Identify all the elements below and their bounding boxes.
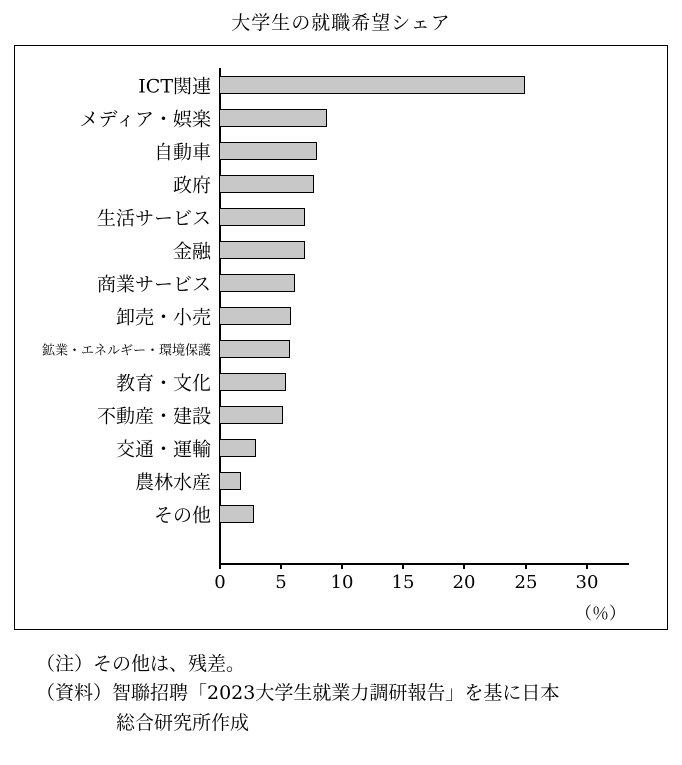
x-tick <box>586 563 588 569</box>
bar-row <box>96 398 629 431</box>
x-tick <box>463 563 465 569</box>
bar-automobile <box>219 142 317 160</box>
source-text-line1: （資料）智聯招聘「2023大学生就業力調研報告」を基に日本 <box>36 682 560 705</box>
x-axis-unit-label: （％） <box>575 604 626 624</box>
chart-title: 大学生の就職希望シェア <box>231 12 451 34</box>
bar-label: 商業サービス <box>96 273 211 295</box>
bar-media <box>219 109 327 127</box>
bar-label: 生活サービス <box>96 207 211 229</box>
x-tick <box>402 563 404 569</box>
bar-wholesale-retail <box>219 307 291 325</box>
x-tick-label: 0 <box>214 572 226 593</box>
bar-other <box>219 505 254 523</box>
bar-label: 卸売・小売 <box>115 306 211 328</box>
bar-commercial-services <box>219 274 295 292</box>
x-tick-label: 5 <box>275 572 287 593</box>
bar-mining-energy-environment <box>219 340 290 358</box>
x-tick <box>219 563 221 569</box>
bar-row <box>115 365 629 398</box>
bar-ict <box>219 76 525 94</box>
bar-label: 交通・運輸 <box>115 438 211 460</box>
bar-transport <box>219 439 256 457</box>
bar-row <box>134 464 629 497</box>
x-tick-label: 30 <box>575 572 599 593</box>
bar-row <box>115 299 629 332</box>
bar-label: 政府 <box>172 174 211 196</box>
x-tick-label: 10 <box>330 572 354 593</box>
bar-row <box>153 497 629 530</box>
bar-life-services <box>219 208 305 226</box>
bar-row <box>96 266 629 299</box>
x-tick <box>341 563 343 569</box>
chart-plot-frame <box>14 45 668 630</box>
source-text-line2: 総合研究所作成 <box>116 711 250 734</box>
bar-agriculture-fishery <box>219 472 241 490</box>
bar-label: 鉱業・エネルギー・環境保護 <box>41 343 211 358</box>
bar-government <box>219 175 314 193</box>
bar-row <box>41 332 629 365</box>
bar-label: ICT関連 <box>138 75 211 97</box>
x-tick <box>280 563 282 569</box>
chart-notes <box>36 650 656 738</box>
note-text: （注）その他は、残差。 <box>36 653 246 675</box>
bar-label: メディア・娯楽 <box>79 108 211 130</box>
bar-row <box>138 68 629 101</box>
bar-row <box>172 167 629 200</box>
x-tick-label: 15 <box>391 572 415 593</box>
bar-row <box>172 233 629 266</box>
x-tick-label: 25 <box>514 572 538 593</box>
x-tick <box>525 563 527 569</box>
bar-row <box>96 200 629 233</box>
bar-label: 不動産・建設 <box>96 405 211 427</box>
bar-finance <box>219 241 305 259</box>
x-tick-label: 20 <box>452 572 476 593</box>
bar-row <box>153 134 629 167</box>
bar-row <box>79 101 629 134</box>
bar-realestate-construction <box>219 406 283 424</box>
bar-label: その他 <box>153 504 211 526</box>
bar-row <box>115 431 629 464</box>
bar-education-culture <box>219 373 286 391</box>
bar-label: 教育・文化 <box>115 372 211 394</box>
bars-area <box>41 68 629 563</box>
bar-label: 自動車 <box>153 141 211 163</box>
bar-label: 金融 <box>172 240 211 262</box>
bar-label: 農林水産 <box>134 471 211 493</box>
